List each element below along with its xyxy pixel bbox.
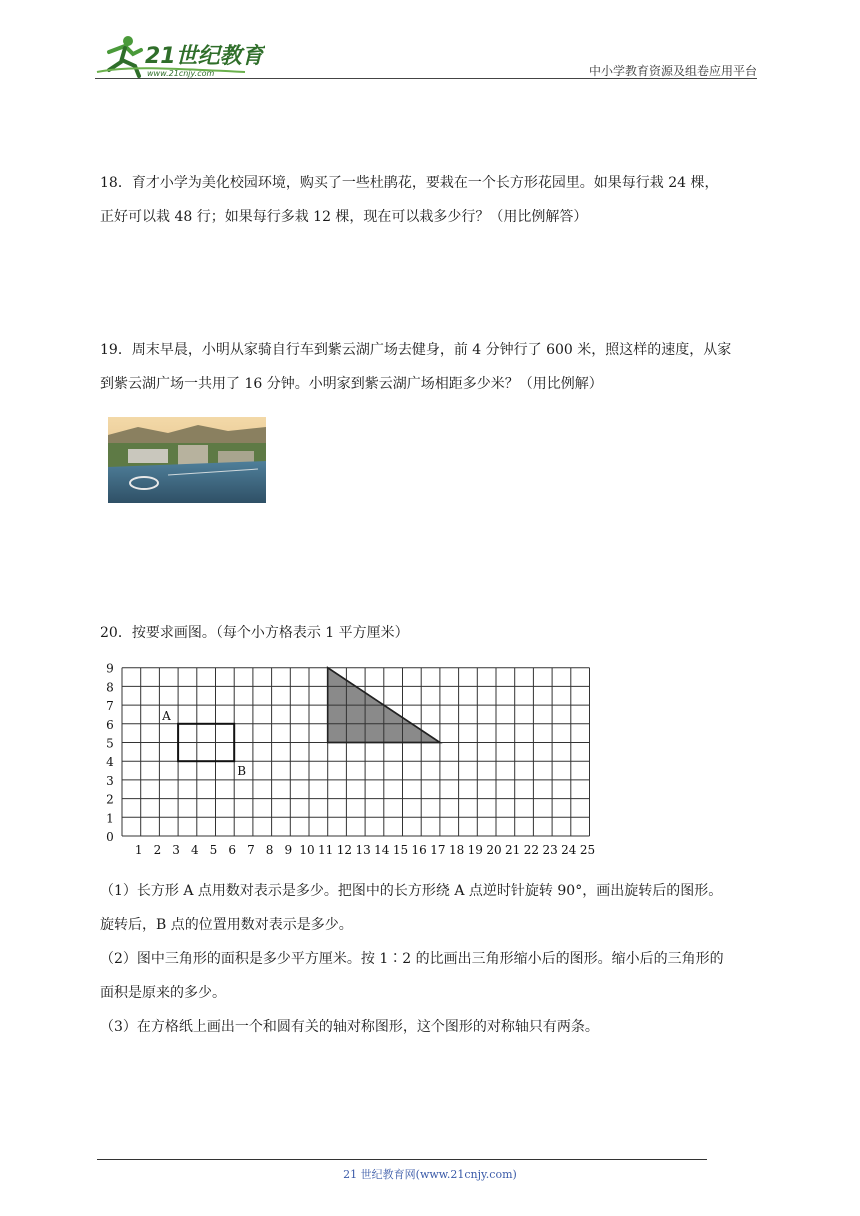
x-tick-label: 1: [134, 843, 143, 857]
q20-sub1-line2: 旋转后，B 点的位置用数对表示是多少。: [100, 917, 353, 933]
coordinate-grid: [100, 662, 600, 862]
y-tick-label: 8: [106, 680, 114, 695]
q18-line1: 18．育才小学为美化校园环境，购买了一些杜鹃花，要栽在一个长方形花园里。如果每行栽 24 棵，: [100, 175, 719, 191]
platform-title: 中小学教育资源及组卷应用平台: [588, 64, 757, 78]
q19-line1: 19．周末早晨，小明从家骑自行车到紫云湖广场去健身，前 4 分钟行了 600 米，照这样的速度，从家: [100, 342, 732, 358]
x-tick-label: 6: [228, 843, 237, 857]
y-tick-label: 7: [106, 699, 114, 714]
x-tick-label: 11: [318, 843, 334, 857]
x-tick-label: 12: [336, 843, 353, 857]
x-tick-label: 17: [430, 843, 446, 857]
x-tick-label: 10: [299, 843, 315, 857]
x-tick-label: 22: [523, 843, 540, 857]
q20-sub2: [100, 942, 780, 1010]
y-tick-label: 5: [106, 736, 114, 751]
y-tick-label: 0: [106, 830, 114, 844]
question-20: [100, 616, 780, 650]
x-tick-label: 3: [172, 843, 180, 857]
question-18: [100, 166, 780, 234]
point-a-label: A: [162, 708, 171, 723]
header-divider: [95, 78, 757, 79]
point-b-label: B: [237, 764, 247, 779]
q20-sub2-line2: 面积是原来的多少。: [100, 985, 226, 1001]
footer-divider: [97, 1159, 707, 1160]
y-tick-label: 9: [106, 662, 114, 676]
x-tick-label: 19: [467, 843, 483, 857]
x-tick-label: 18: [448, 843, 465, 857]
q20-sub1-line1: （1）长方形 A 点用数对表示是多少。把图中的长方形绕 A 点逆时针旋转 90°，画出旋转后的图形。: [100, 883, 723, 899]
x-tick-label: 20: [486, 843, 502, 857]
x-tick-label: 13: [355, 843, 371, 857]
q18-line2: 正好可以栽 48 行；如果每行多栽 12 棵，现在可以栽多少行？（用比例解答）: [100, 209, 588, 225]
y-tick-label: 3: [106, 773, 114, 788]
q20-sub1: [100, 874, 780, 942]
grid-svg: [100, 662, 600, 862]
x-tick-label: 16: [411, 843, 427, 857]
x-tick-label: 25: [579, 843, 596, 857]
y-tick-label: 2: [106, 792, 114, 807]
q19-line2: 到紫云湖广场一共用了 16 分钟。小明家到紫云湖广场相距多少米？（用比例解）: [100, 376, 603, 392]
x-tick-label: 9: [284, 843, 293, 857]
y-tick-label: 6: [106, 717, 114, 732]
x-tick-label: 2: [153, 843, 162, 857]
x-tick-label: 14: [374, 843, 390, 857]
site-logo: [95, 32, 265, 78]
page-header: [95, 30, 757, 80]
q20-sub3-line: （3）在方格纸上画出一个和圆有关的轴对称图形，这个图形的对称轴只有两条。: [100, 1019, 599, 1035]
q20-sub2-line1: （2）图中三角形的面积是多少平方厘米。按 1∶2 的比画出三角形缩小后的图形。缩小后的三角形的: [100, 951, 724, 967]
q20-title: 20．按要求画图。（每个小方格表示 1 平方厘米）: [100, 625, 409, 641]
x-tick-label: 24: [561, 843, 577, 857]
y-tick-label: 1: [106, 811, 114, 826]
x-tick-label: 15: [392, 843, 409, 857]
x-tick-label: 4: [190, 843, 199, 857]
x-tick-label: 21: [505, 843, 521, 857]
x-tick-label: 7: [247, 843, 255, 857]
x-tick-label: 23: [542, 843, 558, 857]
park-photo: [108, 417, 266, 503]
q20-sub3: [100, 1010, 780, 1044]
x-tick-label: 5: [209, 843, 218, 857]
x-tick-label: 8: [265, 843, 274, 857]
question-19: [100, 333, 780, 401]
y-tick-label: 4: [106, 755, 114, 770]
logo-url: www.21cnjy.com: [147, 69, 215, 78]
logo-text: 21世纪教育: [145, 44, 264, 69]
page-footer: 21 世纪教育网(www.21cnjy.com): [343, 1168, 517, 1181]
